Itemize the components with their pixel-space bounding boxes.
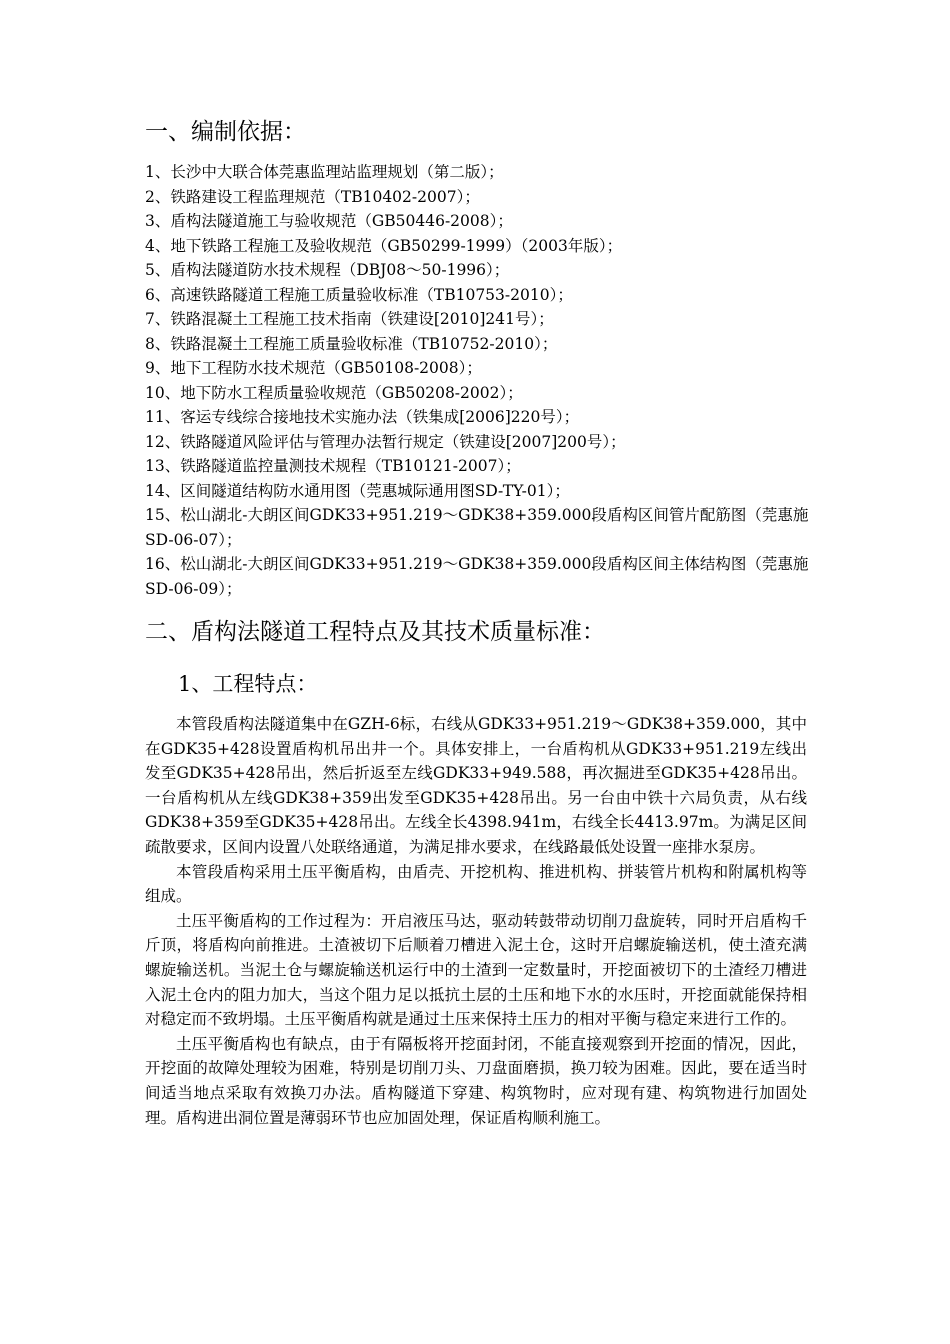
reference-item: 5、盾构法隧道防水技术规程（DBJ08～50-1996）； [145, 261, 510, 279]
reference-item: 2、铁路建设工程监理规范（TB10402-2007）； [145, 187, 480, 206]
subsection-heading: 1、工程特点： [178, 672, 318, 696]
reference-item: 12、铁路隧道风险评估与管理办法暂行规定（铁建设[2007]200号）； [145, 432, 626, 451]
paragraph: 本管段盾构法隧道集中在GZH-6标，右线从GDK33+951.219～GDK38+359.000，其中在GDK35+428设置盾构机吊出井一个。具体安排上，一台盾构机从GDK33+951.219左线出发至GDK35+428吊出，然后折返至左线GDK33+949.588，再次掘进至GDK35+428吊出。一台盾构机从左线GDK38+359出发至GDK35+428吊出。另一台由中铁十六局负责，从右线GDK38+359至GDK35+428吊出。左线全长4398.941m，右线全长4413.97m。为满足区间疏散要求，区间内设置八处联络通道，为满足排水要求，在线路最低处设置一座排水泵房。 [145, 715, 807, 856]
reference-item: 9、地下工程防水技术规范（GB50108-2008）； [145, 359, 482, 377]
reference-item: 1、长沙中大联合体莞惠监理站监理规划（第二版）； [145, 163, 504, 181]
reference-item: 10、地下防水工程质量验收规范（GB50208-2002）； [145, 383, 523, 402]
reference-list [145, 160, 825, 601]
reference-item: 4、地下铁路工程施工及验收规范（GB50299-1999）（2003年版）； [145, 236, 623, 255]
reference-item: 3、盾构法隧道施工与验收规范（GB50446-2008）； [145, 212, 513, 230]
reference-item: 11、客运专线综合接地技术实施办法（铁集成[2006]220号）； [145, 408, 580, 426]
section-heading-features: 二、盾构法隧道工程特点及其技术质量标准： [145, 619, 605, 645]
reference-item: 14、区间隧道结构防水通用图（莞惠城际通用图SD-TY-01）； [145, 481, 570, 500]
reference-item: 7、铁路混凝土工程施工技术指南（铁建设[2010]241号）； [145, 310, 554, 328]
reference-item: 13、铁路隧道监控量测技术规程（TB10121-2007）； [145, 457, 521, 475]
paragraph: 土压平衡盾构的工作过程为：开启液压马达，驱动转鼓带动切削刀盘旋转，同时开启盾构千斤顶，将盾构向前推进。土渣被切下后顺着刀槽进入泥土仓，这时开启螺旋输送机，使土渣充满螺旋输送机。当泥土仓与螺旋输送机运行中的土渣到一定数量时，开挖面被切下的土渣经刀槽进入泥土仓内的阻力加大，当这个阻力足以抵抗土层的土压和地下水的水压时，开挖面就能保持相对稳定而不致坍塌。土压平衡盾构就是通过土压来保持土压力的相对平衡与稳定来进行工作的。 [145, 911, 807, 1029]
reference-item: 8、铁路混凝土工程施工质量验收标准（TB10752-2010）； [145, 334, 558, 353]
reference-item: 16、松山湖北-大朗区间GDK33+951.219～GDK38+359.000段盾构区间主体结构图（莞惠施SD-06-09）； [145, 555, 809, 598]
body-text [145, 712, 807, 1130]
reference-item: 6、高速铁路隧道工程施工质量验收标准（TB10753-2010）； [145, 285, 573, 304]
paragraph: 土压平衡盾构也有缺点，由于有隔板将开挖面封闭，不能直接观察到开挖面的情况，因此，开挖面的故障处理较为困难，特别是切削刀头、刀盘面磨损，换刀较为困难。因此，要在适当时间适当地点采取有效换刀办法。盾构隧道下穿建、构筑物时，应对现有建、构筑物进行加固处理。盾构进出洞位置是薄弱环节也应加固处理，保证盾构顺利施工。 [145, 1034, 807, 1127]
paragraph: 本管段盾构采用土压平衡盾构，由盾壳、开挖机构、推进机构、拼装管片机构和附属机构等组成。 [145, 862, 807, 906]
reference-item: 15、松山湖北-大朗区间GDK33+951.219～GDK38+359.000段盾构区间管片配筋图（莞惠施SD-06-07）； [145, 506, 809, 549]
section-heading-basis: 一、编制依据： [145, 119, 306, 145]
